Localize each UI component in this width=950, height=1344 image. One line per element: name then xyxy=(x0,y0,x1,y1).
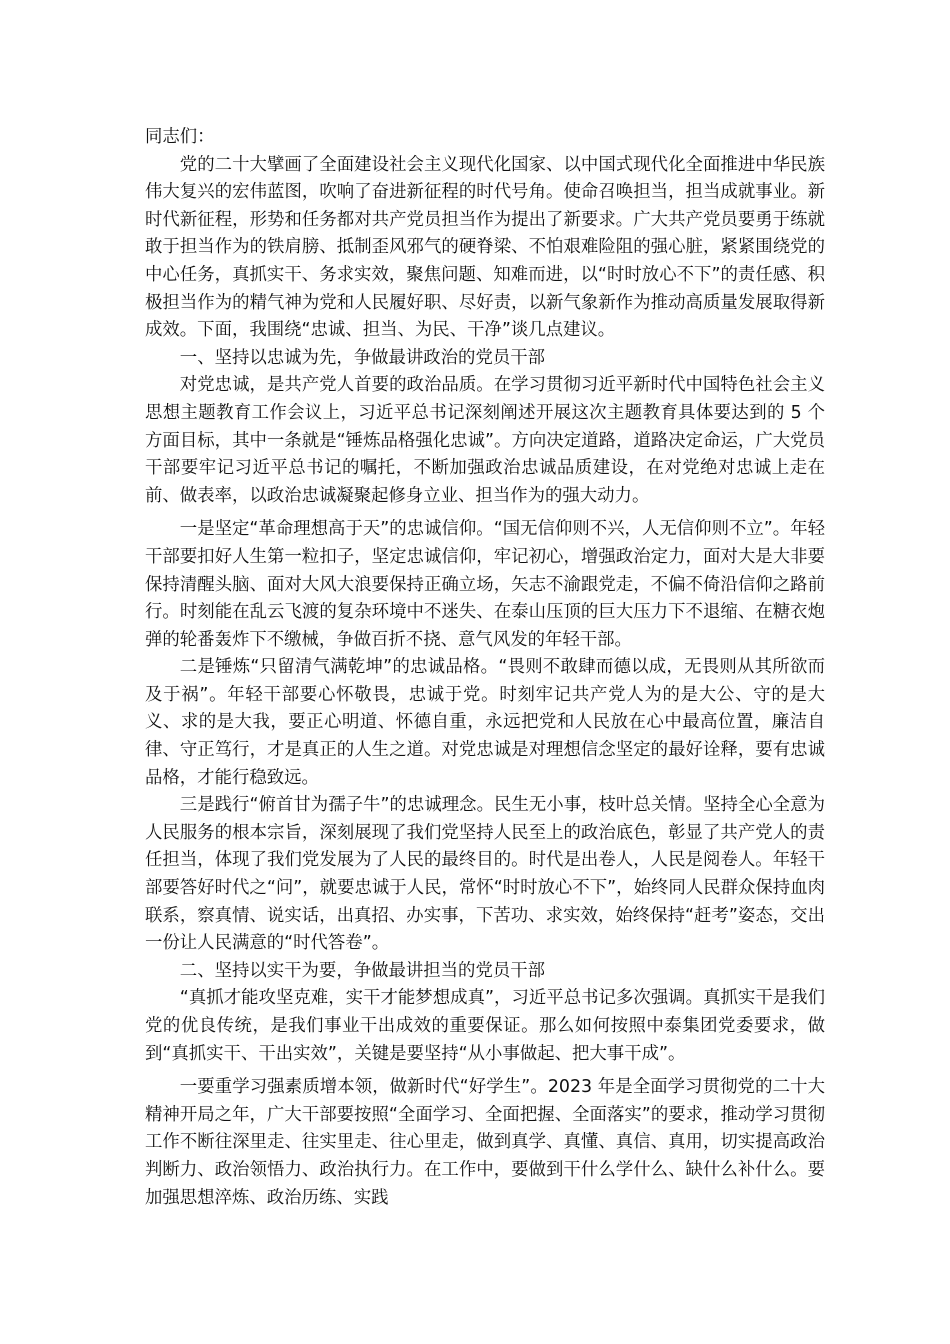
paragraph-action: “真抓才能攻坚克难，实干才能梦想成真”，习近平总书记多次强调。真抓实干是我们党的优良传统，是我们事业干出成效的重要保证。那么如何按照中泰集团党委要求，做到“真抓实干、干出实效”，关键是要坚持“从小事做起、把大事干成”。 xyxy=(145,988,825,1064)
paragraph-point-three: 三是践行“俯首甘为孺子牛”的忠诚理念。民生无小事，枝叶总关情。坚持全心全意为人民服务的根本宗旨，深刻展现了我们党坚持人民至上的政治底色，彰显了共产党人的责任担当，体现了我们党发展为了人民的最终目的。时代是出卷人，人民是阅卷人。年轻干部要答好时代之“问”，就要忠诚于人民，常怀“时时放心不下”，始终同人民群众保持血肉联系，察真情、说实话，出真招、办实事，下苦功、求实效，始终保持“赶考”姿态，交出一份让人民满意的“时代答卷”。 xyxy=(145,795,825,954)
document-body xyxy=(145,124,825,1212)
paragraph-intro: 党的二十大擘画了全面建设社会主义现代化国家、以中国式现代化全面推进中华民族伟大复兴的宏伟蓝图，吹响了奋进新征程的时代号角。使命召唤担当，担当成就事业。新时代新征程，形势和任务都对共产党员担当作为提出了新要求。广大共产党员要勇于练就敢于担当作为的铁肩膀、抵制歪风邪气的硬脊梁、不怕艰难险阻的强心脏，紧紧围绕党的中心任务，真抓实干、务求实效，聚焦问题、知难而进，以“时时放心不下”的责任感、积极担当作为的精气神为党和人民履好职、尽好责，以新气象新作为推动高质量发展取得新成效。下面，我围绕“忠诚、担当、为民、干净”谈几点建议。 xyxy=(145,154,825,341)
paragraph-point-one: 一是坚定“革命理想高于天”的忠诚信仰。“国无信仰则不兴，人无信仰则不立”。年轻干部要扣好人生第一粒扣子，坚定忠诚信仰，牢记初心，增强政治定力，面对大是大非要保持清醒头脑、面对大风大浪要保持正确立场，矢志不渝跟党走，不偏不倚沿信仰之路前行。时刻能在乱云飞渡的复杂环境中不迷失、在泰山压顶的巨大压力下不退缩、在糖衣炮弹的轮番轰炸下不缴械，争做百折不挠、意气风发的年轻干部。 xyxy=(145,519,825,650)
section-heading-loyalty: 一、坚持以忠诚为先，争做最讲政治的党员干部 xyxy=(179,347,546,368)
salutation: 同志们： xyxy=(145,127,215,147)
paragraph-loyalty: 对党忠诚，是共产党人首要的政治品质。在学习贯彻习近平新时代中国特色社会主义思想主题教育工作会议上，习近平总书记深刻阐述开展这次主题教育具体要达到的 5 个方面目标，其中一条就是“锤炼品格强化忠诚”。方向决定道路，道路决定命运，广大党员干部要牢记习近平总书记的嘱托，不断加强政治忠诚品质建设，在对党绝对忠诚上走在前、做表率，以政治忠诚凝聚起修身立业、担当作为的强大动力。 xyxy=(145,375,825,506)
paragraph-point-two: 二是锤炼“只留清气满乾坤”的忠诚品格。“畏则不敢肆而德以成，无畏则从其所欲而及于祸”。年轻干部要心怀敬畏，忠诚于党。时刻牢记共产党人为的是大公、守的是大义、求的是大我，要正心明道、怀德自重，永远把党和人民放在心中最高位置，廉洁自律、守正笃行，才是真正的人生之道。对党忠诚是对理想信念坚定的最好诠释，要有忠诚品格，才能行稳致远。 xyxy=(145,657,825,788)
section-heading-action: 二、坚持以实干为要，争做最讲担当的党员干部 xyxy=(179,960,546,981)
paragraph-study: 一要重学习强素质增本领，做新时代“好学生”。2023 年是全面学习贯彻党的二十大精神开局之年，广大干部要按照“全面学习、全面把握、全面落实”的要求，推动学习贯彻工作不断往深里走、往实里走、往心里走，做到真学、真懂、真信、真用，切实提高政治判断力、政治领悟力、政治执行力。在工作中，要做到干什么学什么、缺什么补什么。要加强思想淬炼、政治历练、实践 xyxy=(145,1077,825,1208)
